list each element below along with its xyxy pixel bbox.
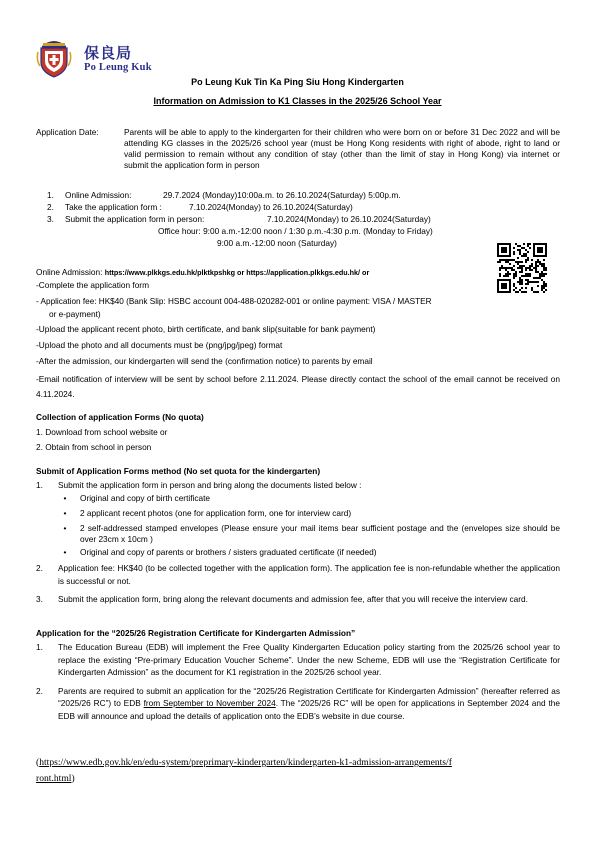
item-text: Application fee: HK$40 (to be collected together with the application form). The application fee is non-refundable whether the application is successful or not.: [58, 563, 560, 586]
rc-item-2-part-b: . The “2025/26 RC” will be open for applications in September 2024 and the EDB will announce and upload the details of application onto the EDB’s website in due course.: [58, 698, 560, 721]
bullet-text: Original and copy of parents or brothers / sisters graduated certificate (if needed): [80, 547, 377, 557]
online-line-2: - Application fee: HK$40 (Bank Slip: HSBC account 004-488-020282-001 or online payment: VISA / MASTER: [36, 297, 432, 306]
online-admission-line: [36, 267, 369, 278]
item-number: 1.: [47, 190, 54, 200]
item-text: Submit the application form, bring along the relevant documents and admission fee, after that you will receive the interview card.: [58, 594, 528, 604]
link-close-paren: ): [71, 773, 75, 784]
edb-link-line-1: [36, 756, 452, 769]
edb-link[interactable]: https://www.edb.gov.hk/en/edu-system/preprimary-kindergarten/kindergarten-k1-admission-arrangements/f: [39, 757, 452, 768]
item-number: 1.: [36, 642, 43, 652]
rc-item-2-part-a: Parents are required to submit an application for the “2025/26 Registration Certificate for Kindergarten Admission” (hereafter referred as “2025/26 RC”) to EDB: [58, 685, 560, 708]
item-label: Online Admission:: [65, 190, 132, 200]
application-date-item-2: [47, 202, 353, 213]
submit-list: [36, 480, 560, 606]
logo-chinese: 保良局: [84, 44, 133, 62]
collection-item-2: 2. Obtain from school in person: [36, 442, 152, 452]
bullet-icon: •: [63, 547, 67, 557]
item-number: 2.: [36, 563, 43, 573]
school-name: Po Leung Kuk Tin Ka Ping Siu Hong Kindergarten: [191, 77, 404, 87]
item-number: 3.: [47, 214, 54, 224]
link-open-paren: (: [36, 757, 40, 768]
online-line-6: -After the admission, our kindergarten will send the (confirmation notice) to parents by email: [36, 356, 373, 366]
bullet-item: [36, 493, 560, 504]
submit-item-1: [36, 480, 560, 491]
submit-heading: Submit of Application Forms method (No set quota for the kindergarten): [36, 466, 321, 476]
application-date-text: Parents will be able to apply to the kindergarten for their children who were born on or before 31 Dec 2022 and will be attending KG classes in the 2025/26 school year (must be Hong Kong residents with right of abode, right to land or valid permission to remain without any condition of stay (other than the limit of stay in Hong Kong) via internet or submit the application form in person: [124, 127, 560, 170]
office-hour-weekday: 9:00 a.m.-12:00 noon / 1:30 p.m.-4:30 p.m. (Monday to Friday): [203, 226, 433, 236]
logo: [36, 38, 176, 78]
bullet-item: [36, 547, 560, 558]
bullet-item: [36, 508, 560, 519]
item-number: 2.: [36, 685, 43, 696]
submit-item-2: [36, 562, 560, 588]
application-date-item-3: [47, 214, 431, 225]
item-text: The Education Bureau (EDB) will implement the Free Quality Kindergarten Education policy starting from the 2025/26 school year to replace the existing “Pre-primary Education Voucher Scheme”. Under the new Scheme, EDB will use the “Registration Certificate for Kindergarten Admission” as the document for K1 registration in the 2025/26 school year.: [58, 642, 560, 677]
office-hour-saturday: 9:00 a.m.-12:00 noon (Saturday): [217, 238, 337, 248]
collection-item-1: 1. Download from school website or: [36, 427, 168, 437]
bullet-text: 2 self-addressed stamped envelopes (Please ensure your mail items bear sufficient postage and the (envelopes size should be over 23cm x 10cm ): [80, 523, 560, 544]
office-hour-label: Office hour:: [158, 226, 201, 236]
bullet-icon: •: [63, 508, 67, 518]
rc-item-1: [36, 641, 560, 679]
item-number: 1.: [36, 480, 43, 490]
item-value: 7.10.2024(Monday) to 26.10.2024(Saturday): [189, 202, 353, 212]
online-line-3: or e-payment): [49, 309, 101, 319]
bullet-text: 2 applicant recent photos (one for application form, one for interview card): [80, 508, 352, 518]
online-line-5: -Upload the photo and all documents must be (png/jpg/jpeg) format: [36, 340, 283, 350]
logo-english: Po Leung Kuk: [84, 62, 152, 73]
online-admission-label: Online Admission:: [36, 267, 103, 277]
online-line-1: -Complete the application form: [36, 280, 149, 290]
online-admission-links[interactable]: https://www.plkkgs.edu.hk/plktkpshkg or https://application.plkkgs.edu.hk/ or: [104, 268, 370, 277]
page-title: Information on Admission to K1 Classes in the 2025/26 School Year: [153, 96, 442, 106]
online-line-4: -Upload the applicant recent photo, birth certificate, and bank slip(suitable for bank payment): [36, 324, 376, 334]
item-number: 2.: [47, 202, 54, 212]
submit-item-3: [36, 593, 560, 606]
rc-item-2-underlined: from September to November 2024: [143, 698, 276, 708]
online-line-7: -Email notification of interview will be sent by school before 2.11.2024. Please directly contact the school of the email cannot be received on 4.11.2024.: [36, 374, 560, 399]
rc-heading: Application for the “2025/26 Registration Certificate for Kindergarten Admission”: [36, 628, 356, 638]
item-text: [58, 685, 560, 723]
item-text: Submit the application form in person and bring along the documents listed below :: [58, 480, 362, 490]
bullet-icon: •: [63, 523, 67, 533]
bullet-text: Original and copy of birth certificate: [80, 493, 211, 503]
item-label: Submit the application form in person:: [65, 214, 205, 224]
item-value: 7.10.2024(Monday) to 26.10.2024(Saturday): [267, 214, 431, 224]
edb-link-continued[interactable]: ront.html: [36, 773, 72, 784]
bullet-icon: •: [63, 493, 67, 503]
office-hour: [158, 226, 433, 237]
collection-heading: Collection of application Forms (No quota): [36, 412, 204, 422]
bullet-item: [36, 523, 560, 545]
application-date-item-1: [47, 190, 401, 201]
rc-list: [36, 641, 560, 722]
edb-link-line-2: [36, 772, 75, 785]
crest-icon: [36, 38, 72, 78]
application-date-label: Application Date:: [36, 127, 99, 137]
item-number: 3.: [36, 594, 43, 604]
qr-code-icon[interactable]: [497, 243, 547, 293]
rc-item-2: [36, 685, 560, 723]
item-label: Take the application form :: [65, 202, 162, 212]
item-value: 29.7.2024 (Monday)10:00a.m. to 26.10.2024(Saturday) 5:00p.m.: [163, 190, 401, 200]
